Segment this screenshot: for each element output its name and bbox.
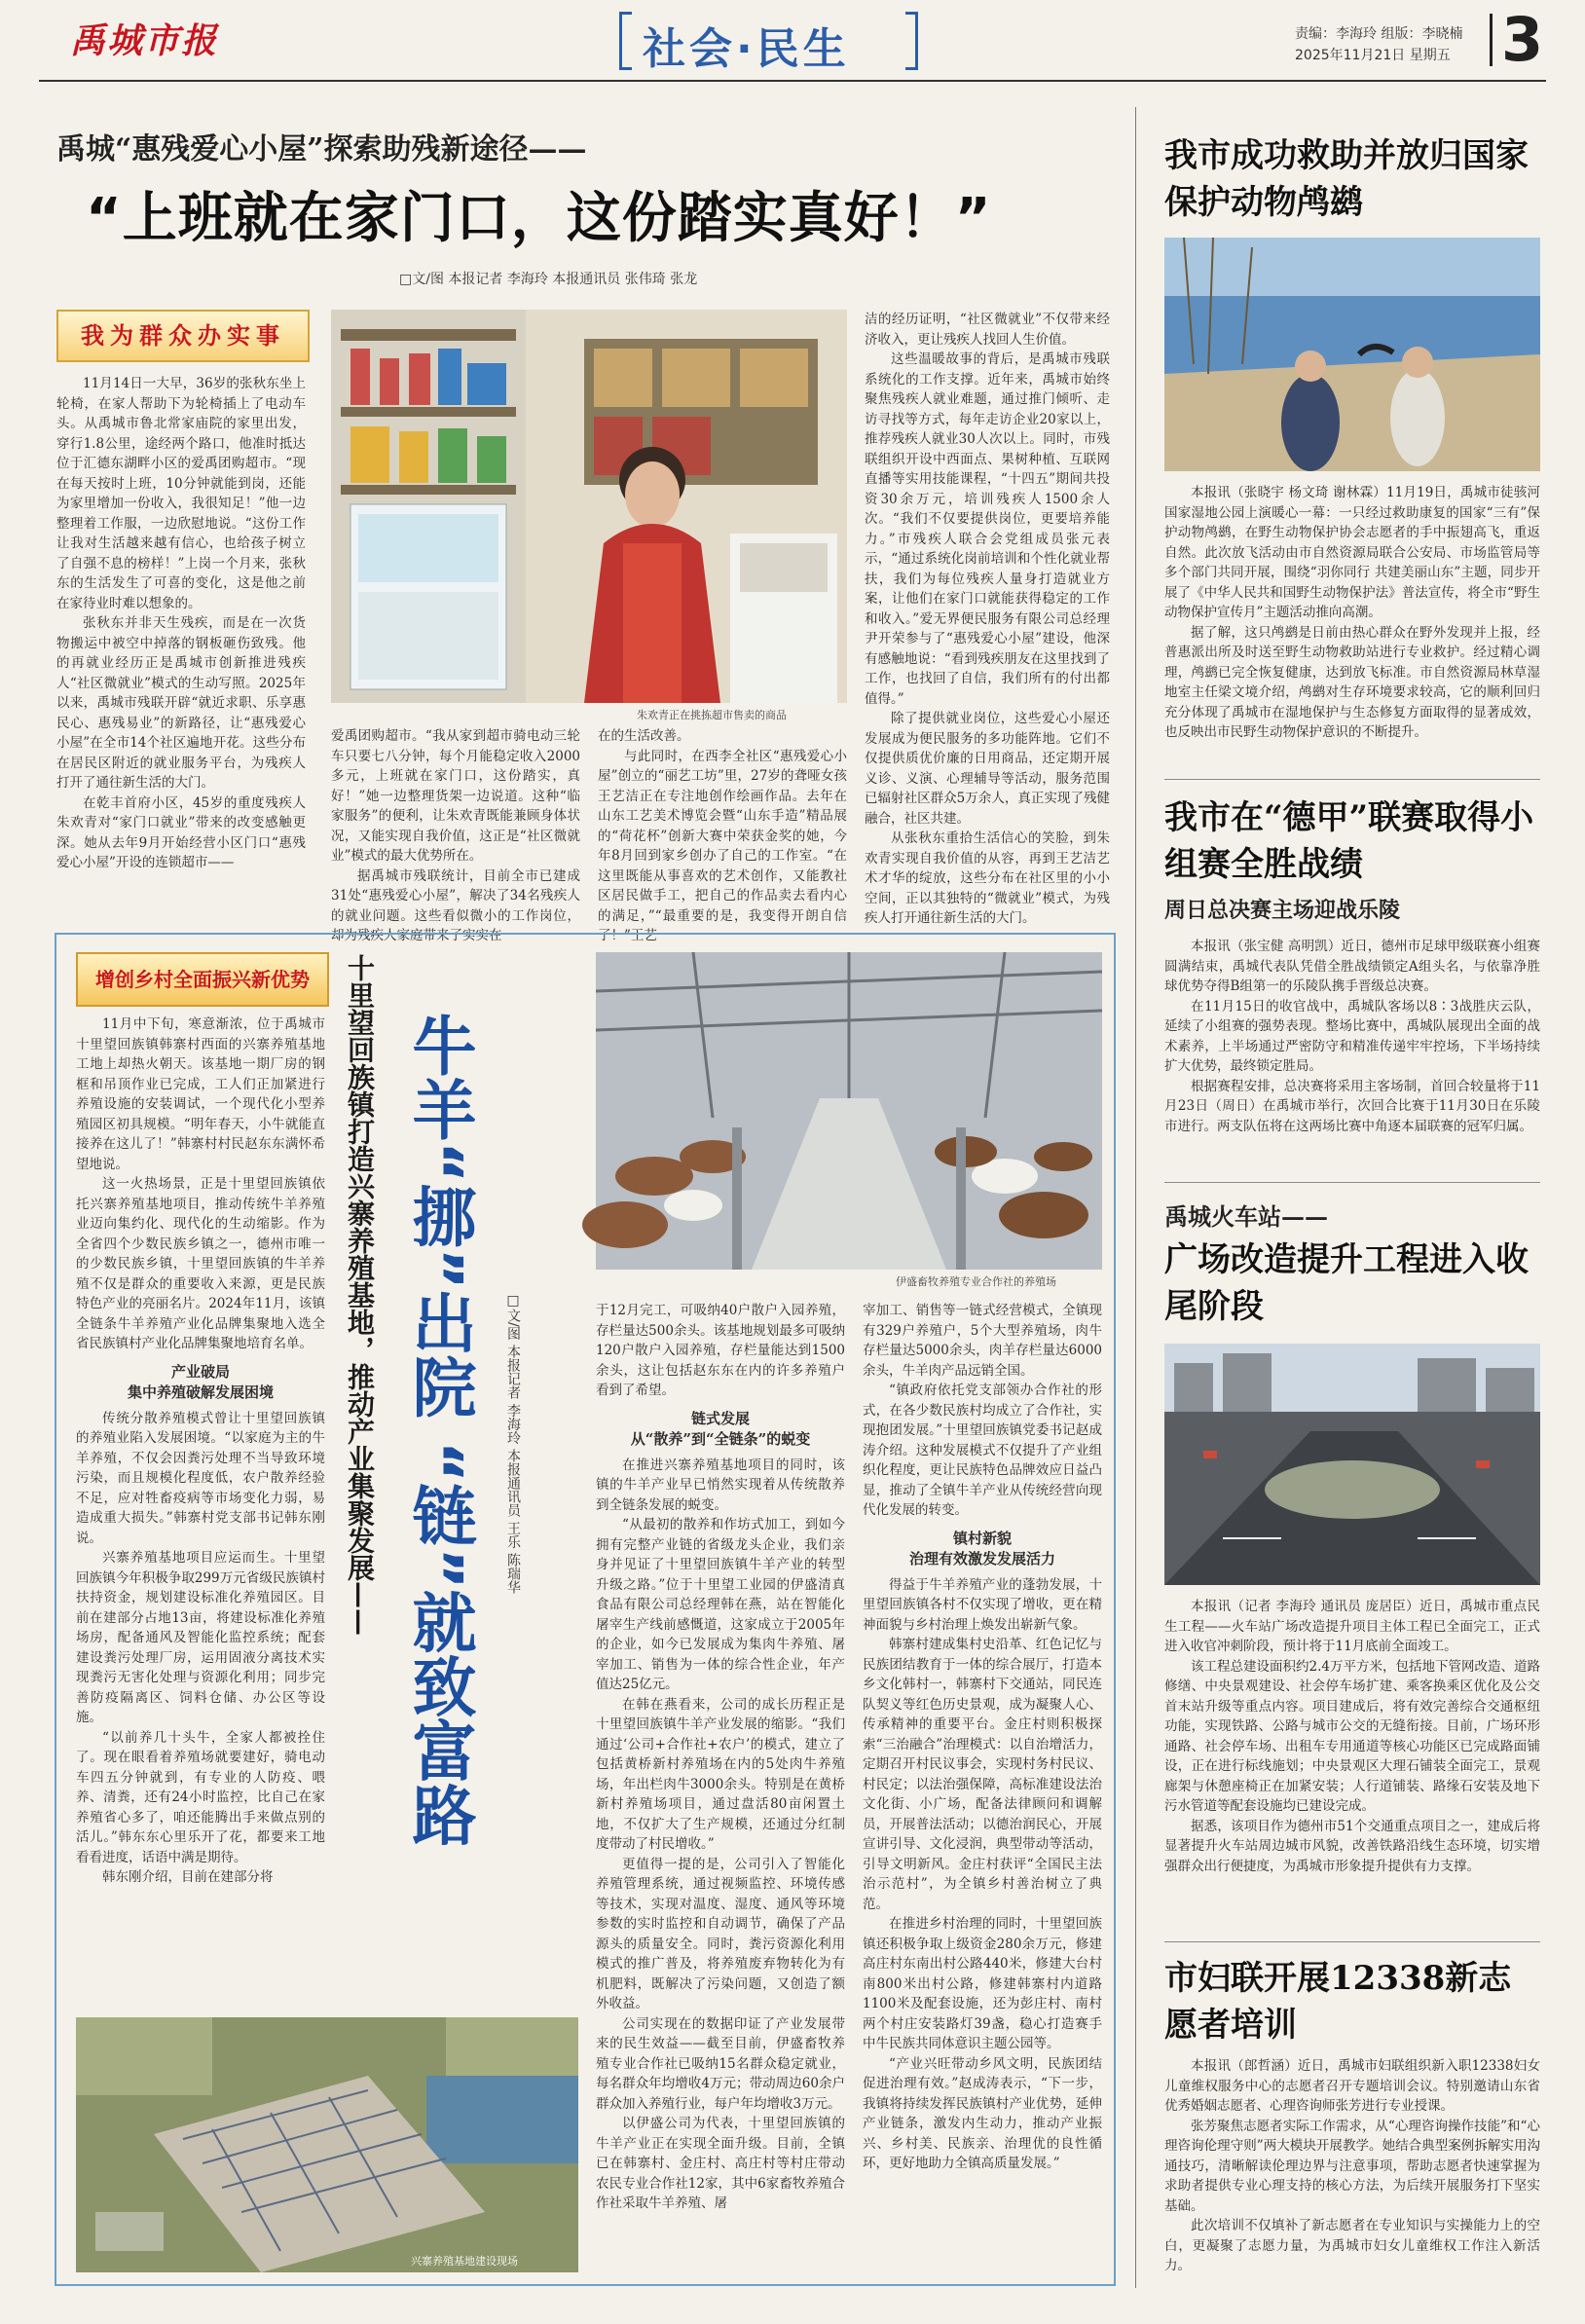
paragraph: 公司实现在的数据印证了产业发展带来的民生效益——截至目前，伊盛畜牧养殖专业合作社已吸纳15名群众稳定就业，每名群众年均增收4万元；带动周边60余户群众加入养殖行业，每户年均增收3万元。 (596, 2015, 845, 2112)
cattle-barn-illustration (596, 952, 1102, 1270)
a6-kicker-vertical: 十里望回族镇打造兴寨养殖基地，推动产业集聚发展—— (344, 954, 376, 1636)
a6-photo-construction-site (76, 2017, 578, 2272)
vertical-divider (1135, 107, 1136, 2288)
a6-column-2 (596, 1301, 845, 2280)
masthead (0, 0, 1585, 82)
paragraph: 据了解，这只鸬鹚是日前由热心群众在野外发现并上报，经普惠派出所及时送至野生动物救助站进行专业救护。经过精心调理，鸬鹚已完全恢复健康，达到放飞标准。市自然资源局林草湿地室主任梁文境介绍，鸬鹚对生存环境要求较高，它的顺利回归充分体现了禹城市在湿地保护与生态修复方面取得的显著成效，也反映出市民野生动物保护意识的不断提升。 (1164, 624, 1540, 740)
paragraph: 从张秋东重拾生活信心的笑脸，到朱欢青实现自我价值的从容，再到王艺洁艺术才华的绽放，这些分布在社区里的小小空间，正以其独特的“微就业”模式，为残疾人打开通往新生活的大门。 (865, 830, 1110, 926)
a6-subhead-2: 链式发展 从“散养”到“全链条”的蜕变 (630, 1409, 811, 1448)
paragraph: 于12月完工，可吸纳40户散户入园养殖，存栏量达500余头。该基地规划最多可吸纳120户散户入园养殖，存栏量能达到1500余头，这让包括赵东东在内的许多养殖户看到了希望。 (596, 1303, 845, 1398)
paragraph: 传统分散养殖模式曾让十里望回族镇的养殖业陷入发展困境。“以家庭为主的牛羊养殖，不仅会因粪污处理不当导致环境污染，而且规模化程度低，农户散养经验不足，应对牲畜疫病等市场变化力弱，易造成重大损失。”韩寨村党支部书记韩东刚说。 (76, 1410, 325, 1546)
a6-photo-cattle-farm (596, 952, 1102, 1270)
paragraph: 这一火热场景，正是十里望回族镇依托兴寨养殖基地项目，推动传统牛羊养殖业迈向集约化、现代化的生动缩影。作为全省四个少数民族乡镇之一，德州市唯一的少数民族乡镇，十里望回族镇的牛羊养殖不仅是群众的重要收入来源，更是民族特色产业的亮丽名片。2024年11月，该镇全链条牛羊养殖产业化品牌集聚地入选全省民族镇村产业化品牌集聚地培育名单。 (76, 1176, 325, 1351)
a6-badge-text: 增创乡村全面振兴新优势 (95, 968, 310, 991)
paragraph: 在推进兴寨养殖基地项目的同时，该镇的牛羊产业早已悄然实现着从传统散养到全链条发展的蜕变。 (596, 1457, 845, 1513)
paragraph: 在的生活改善。 (598, 728, 690, 744)
paragraph: 据悉，该项目作为德州市51个交通重点项目之一，建成后将显著提升火车站周边城市风貌，改善铁路沿线生态环境，切实增强群众出行便捷度，为禹城市形象提升提供有力支撑。 (1164, 1818, 1540, 1874)
a4-photo-station-square (1164, 1344, 1540, 1585)
paragraph: 与此同时，在西李全社区“惠残爱心小屋”创立的“丽艺工坊”里，27岁的聋哑女孩王艺洁正在专注地创作绘画作品。去年在山东工艺美术博览会暨“山东手造”精品展的“荷花杯”创新大赛中荣获金奖的她，今年8月回到家乡创办了自己的工作室。“在这里既能从事喜欢的艺术创作，又能教社区居民做手工，把自己的作品卖去看内心的满足，”“最重要的是，我变得开朗自信了！”王艺 (598, 748, 847, 943)
a2-divider (1164, 779, 1540, 780)
newspaper-logo: 禹城市报 (70, 20, 219, 61)
a2-headline: 我市成功救助并放归国家保护动物鸬鹚 (1164, 136, 1529, 222)
paragraph: 兴寨养殖基地项目应运而生。十里望回族镇今年积极争取299万元省级民族镇村扶持资金，规划建设标准化养殖园区。目前在建部分占地13亩，将建设标准化养殖场房，配备通风及智能化监控系统；配套建设粪污处理厂房，运用固液分离技术实现粪污无害化处理与资源化利用；同步完善防疫隔离区、饲料仓储、办公区等设施。 (76, 1550, 325, 1725)
paragraph: 本报讯（郎哲涵）近日，禹城市妇联组织新入职12338妇女儿童维权服务中心的志愿者召开专题培训会议。特别邀请山东省优秀婚姻志愿者、心理咨询师张芳进行专业授课。 (1164, 2058, 1540, 2114)
paragraph: “产业兴旺带动乡风文明，民族团结促进治理有效。”赵成涛表示，“下一步，我镇将持续发挥民族镇村产业优势，延伸产业链条，激发内生动力，推动产业振兴、乡村美、民族亲、治理优的良性循环，更好地助力全镇高质量发展。” (863, 2055, 1102, 2171)
paragraph: 根据赛程安排，总决赛将采用主客场制，首回合较量将于11月23日（周日）在禹城市举行，次回合比赛于11月30日在乐陵市进行。两支队伍将在这两场比赛中角逐本届联赛的冠军归属。 (1164, 1078, 1540, 1134)
a3-divider (1164, 1182, 1540, 1183)
construction-aerial-illustration (76, 2017, 578, 2272)
page-number: 3 (1501, 4, 1544, 75)
paragraph: 在韩在燕看来，公司的成长历程正是十里望回族镇牛羊产业发展的缩影。“我们通过‘公司+合作社+农户’的模式，建立了包括黄桥新村养殖场在内的5处肉牛养殖场，年出栏肉牛3000余头。特别是在黄桥新村养殖场项目，通过盘活80亩闲置土地，不仅扩大了生产规模，还通过分红制度带动了村民增收。” (596, 1696, 845, 1852)
a6-badge (76, 952, 329, 1007)
paragraph: 在推进乡村治理的同时，十里望回族镇还积极争取上级资金280余万元，修建高庄村东南出村公路440米，修建大台村南800米出村公路，修建韩寨村内道路1100米及配套设施，还为彭庄村、南村两个村庄安装路灯39盏，稳心打造赛手中牛民族共同体意识主题公园等。 (863, 1916, 1102, 2051)
a5-headline: 市妇联开展12338新志愿者培训 (1164, 1959, 1512, 2045)
paragraph: 这些温暖故事的背后，是禹城市残联系统化的工作支撑。近年来，禹城市始终聚焦残疾人就业难题，通过推门倾听、走访寻找等方式，每年走访企业20家以上，推荐残疾人就业30人次以上。同时，市残联组织开设中西面点、果树种植、互联网直播等实用技能课程，“十四五”期间共投资30余万元，培训残疾人1500余人次。“我们不仅要提供岗位，更要培养能力。”市残疾人联合会党组成员张元表示，“通过系统化岗前培训和个性化就业帮扶，我们为每位残疾人量身打造就业方案，让他们在家门口就能获得稳定的工作和收入。”爱无界便民服务有限公司总经理尹开荣参与了“惠残爱心小屋”建设，他深有感触地说：“看到残疾朋友在这里找到了工作，也找回了自信，我们所有的付出都值得。” (865, 351, 1110, 707)
a3-subhead: 周日总决赛主场迎战乐陵 (1164, 898, 1401, 923)
paragraph: 除了提供就业岗位，这些爱心小屋还发展成为便民服务的多功能阵地。它们不仅提供质优价廉的日用商品，还定期开展义诊、义演、心理辅导等活动，服务范围已辐射社区群众5万余人，真正实现了残健融合，社区共建。 (865, 711, 1110, 827)
masthead-rule (39, 80, 1546, 82)
a6-column-3 (863, 1301, 1102, 2280)
paragraph: 洁的经历证明，“社区微就业”不仅带来经济收入，更让残疾人找回人生价值。 (865, 312, 1110, 348)
a6-photo1-caption: 伊盛畜牧养殖专业合作社的养殖场 (896, 1275, 1056, 1288)
a1-headline: “上班就在家门口，这份踏实真好！” (86, 187, 992, 250)
a6-subhead-1: 产业破局 集中养殖破解发展困境 (127, 1362, 274, 1401)
paragraph: 11月14日一大早，36岁的张秋东坐上轮椅，在家人帮助下为轮椅插上了电动车头。从禹城市鲁北常家庙院的家里出发，穿行1.8公里，途经两个路口，他准时抵达位于汇德东湖畔小区的爱禹团购超市。“现在每天按时上班，10分钟就能到岗，还能为家里增加一份收入，我很知足！”他一边整理着工作服，一边欣慰地说。“这份工作让我对生活越来越有信心，也给孩子树立了自强不息的榜样！”上岗一个月来，张秋东的生活发生了可喜的变化，这是他之前在家待业时难以想象的。 (56, 376, 306, 611)
paragraph: 本报讯（记者 李海玲 通讯员 庞居臣）近日，禹城市重点民生工程——火车站广场改造提升项目主体工程已全面完工，正式进入收官冲刺阶段，预计将于11月底前全面竣工。 (1164, 1599, 1540, 1654)
a2-photo-cormorant-release (1164, 238, 1540, 471)
a4-body (1164, 1597, 1540, 1934)
a1-kicker: 禹城“惠残爱心小屋”探索助残新途径—— (56, 132, 587, 166)
section-title: 社会·民生 (643, 24, 850, 74)
editor-credit: 责编：李海玲 组版：李晓楠 (1295, 26, 1463, 42)
paragraph: 韩东刚介绍，目前在建部分将 (102, 1869, 274, 1885)
a4-kicker: 禹城火车站—— (1164, 1202, 1328, 1231)
supermarket-illustration (331, 310, 847, 703)
paragraph: 张芳聚焦志愿者实际工作需求，从“心理咨询操作技能”和“心理咨询伦理守则”两大模块开展教学。她结合典型案例拆解实用沟通技巧，清晰解读伦理边界与注意事项，帮助志愿者快速掌握为求助者提供专业心理支持的核心方法，为后续开展服务打下坚实基础。 (1164, 2118, 1540, 2214)
section-bracket-right (905, 12, 918, 70)
page-divider (1490, 14, 1493, 66)
paragraph: 韩寨村建成集村史沿革、红色记忆与民族团结教育于一体的综合展厅，打造本乡文化韩村一，韩寨村下交通站，同民连队契义等红色历史景观，成为凝聚人心、传承精神的重要平台。金庄村则积极探索“三治融合”治理模式：以自治增活力，定期召开村民议事会，实现村务村民议、村民定；以法治强保障，高标准建设法治文化街、小广场，配备法律顾问和调解员，开展普法活动；以德治润民心，开展宣讲引导、文化浸润，典型带动等活动，引导文明新风。金庄村获评“全国民主法治示范村”，为全镇乡村善治树立了典范。 (863, 1637, 1102, 1912)
paragraph: 11月中下旬，寒意渐浓，位于禹城市十里望回族镇韩寨村西面的兴寨养殖基地工地上却热火朝天。该基地一期厂房的钢框和吊顶作业已完成，工人们正加紧进行养殖设施的安装调试，一个现代化小型养殖园区初具规模。“明年春天，小牛就能直接养在这儿了！”韩寨村村民赵东东满怀希望地说。 (76, 1016, 325, 1172)
a1-column-2 (331, 726, 580, 943)
section-bracket-left (619, 12, 632, 70)
a1-photo-caption: 朱欢青正在挑拣超市售卖的商品 (637, 709, 787, 721)
paragraph: 得益于牛羊养殖产业的蓬勃发展，十里望回族镇各村不仅实现了增收，更在精神面貌与乡村治理上焕发出崭新气象。 (863, 1576, 1102, 1633)
paragraph: “镇政府依托党支部领办合作社的形式，在各少数民族村均成立了合作社，实现抱团发展。”十里望回族镇党委书记赵成涛介绍。这种发展模式不仅提升了产业组织化程度，更让民族特色品牌效应日益凸显，推动了全镇牛羊产业从传统经营向现代化发展的转变。 (863, 1383, 1102, 1518)
paragraph: 本报讯（张宝健 高明凯）近日，德州市足球甲级联赛小组赛圆满结束，禹城代表队凭借全胜战绩锁定A组头名，与依靠净胜球优势夺得B组第一的乐陵队携手晋级总决赛。 (1164, 939, 1540, 994)
paragraph: 此次培训不仅填补了新志愿者在专业知识与实操能力上的空白，更凝聚了志愿力量，为禹城市妇女儿童维权工作注入新活力。 (1164, 2218, 1540, 2273)
paragraph: “从最初的散养和作坊式加工，到如今拥有完整产业链的省级龙头企业，我们亲身并见证了十里望回族镇牛羊产业的转型升级之路。”位于十里望工业园的伊盛清真食品有限公司总经理韩在燕，站在智能化屠宰生产线前感慨道，这家成立于2005年的企业，如今已发展成为集肉牛养殖、屠宰加工、销售为一体的综合性企业，年产值达25亿元。 (596, 1517, 845, 1692)
paragraph: 本报讯（张晓宇 杨文琦 谢林霖）11月19日，禹城市徒骇河国家湿地公园上演暖心一幕：一只经过救助康复的国家“三有”保护动物鸬鹚，在野生动物保护协会志愿者的手中振翅高飞，重返自然。此次放飞活动由市自然资源局联合公安局、市场监管局等多个部门共同开展，围绕“羽你同行 共建美丽山东”主题，同步开展了《中华人民共和国野生动物保护法》普法宣传，将全市“野生动物保护宣传月”主题活动推向高潮。 (1164, 485, 1540, 620)
river-release-illustration (1164, 238, 1540, 471)
paragraph: 张秋东并非天生残疾，而是在一次货物搬运中被空中掉落的钢板砸伤致残。他的再就业经历正是禹城市创新推进残疾人“社区微就业”模式的生动写照。2025年以来，禹城市残联开辟“就近求职、乐享惠民心、惠残易业”的新路径，让“惠残爱心小屋”在全市14个社区遍地开花。这些分布在居民区附近的就业服务平台，为残疾人打开了通往新生活的大门。 (56, 615, 306, 791)
a1-badge-text: 我为群众办实事 (81, 322, 285, 350)
a1-column-4 (865, 310, 1110, 926)
paragraph: 在乾丰首府小区，45岁的重度残疾人朱欢青对“家门口就业”带来的改变感触更深。她从去年9月开始经营小区门口“惠残爱心小屋”开设的连锁超市—— (56, 794, 306, 870)
a5-body (1164, 2056, 1540, 2286)
a6-column-1 (76, 1014, 325, 2004)
a1-photo-supermarket (331, 310, 847, 703)
a1-column-1 (56, 374, 306, 870)
paragraph: 爱禹团购超市。“我从家到超市骑电动三轮车只要七八分钟，每个月能稳定收入2000多元，上班就在家门口，这份踏实，真好！”她一边整理货架一边说道。这种“临家服务”的便利，让朱欢青既能兼顾身体状况，又能实现自我价值，这正是“社区微就业”模式的最大优势所在。 (331, 728, 580, 864)
a4-divider (1164, 1941, 1540, 1942)
a1-badge (56, 310, 310, 362)
paragraph: 更值得一提的是，公司引入了智能化养殖管理系统，通过视频监控、环境传感等技术，实现对温度、湿度、通风等环境参数的实时监控和自动调节，确保了产品源头的质量安全。同时，粪污资源化利用模式的推广普及，将养殖废弃物转化为有机肥料，既解决了污染问题，又创造了额外收益。 (596, 1856, 845, 2011)
a2-body (1164, 483, 1540, 765)
paragraph: 该工程总建设面积约2.4万平方米，包括地下管网改造、道路修缮、中央景观建设、社会停车场扩建、乘客换乘区优化及公交首末站升级等重点内容。项目建成后，将有效完善综合交通枢纽功能，实现铁路、公路与城市公交的无缝衔接。目前，广场环形通路、社会停车场、出租车专用通道等核心功能区已完成路面铺设，正在进行标线施划；中央景观区大理石铺装全面完工，景观廊架与休憩座椅正在加紧安装；人行道铺装、路缘石安装及地下污水管道等配套设施均已建设完成。 (1164, 1658, 1540, 1814)
paragraph: 宰加工、销售等一链式经营模式，全镇现有329户养殖户，5个大型养殖场，肉牛存栏量达5000余头，肉羊存栏量达6000余头，牛羊肉产品远销全国。 (863, 1303, 1102, 1379)
issue-date: 2025年11月21日 星期五 (1295, 48, 1451, 63)
a6-byline-vertical: □文/图 本报记者 李海玲 本报通讯员 王乐 陈瑞华 (505, 1293, 521, 1594)
a3-headline: 我市在“德甲”联赛取得小组赛全胜战绩 (1164, 798, 1534, 884)
a6-subhead-3: 镇村新貌 治理有效激发发展活力 (908, 1529, 1055, 1568)
paragraph: 据禹城市残联统计，目前全市已建成31处“惠残爱心小屋”，解决了34名残疾人的就业问题。这些看似微小的工作岗位，却为残疾人家庭带来了实实在 (331, 867, 580, 943)
paragraph: 在11月15日的收官战中，禹城队客场以8∶3战胜庆云队，延续了小组赛的强势表现。整场比赛中，禹城队展现出全面的战术素养，上半场通过严密防守和精准传递牢牢控场，下半场持续扩大优势，最终锁定胜局。 (1164, 998, 1540, 1074)
a3-body (1164, 937, 1540, 1176)
a4-headline: 广场改造提升工程进入收尾阶段 (1164, 1240, 1529, 1326)
a6-headline-vertical: 牛羊“挪”出院 “链”就致富路 (401, 1013, 476, 1847)
a1-byline: □文/图 本报记者 李海玲 本报通讯员 张伟琦 张龙 (399, 272, 698, 287)
a6-photo2-caption: 兴寨养殖基地建设现场 (411, 2255, 518, 2268)
station-square-illustration (1164, 1344, 1540, 1585)
a1-column-3 (598, 726, 847, 943)
paragraph: “以前养几十头牛，全家人都被拴住了。现在眼看着养殖场就要建好，骑电动车四五分钟就到，有专业的人防疫、喂养、清粪，还有24小时监控，比自己在家养殖省心多了，咱还能腾出手来做点别的活儿。”韩东东心里乐开了花，都要来工地看看进度，话语中满是期待。 (76, 1729, 325, 1865)
paragraph: 以伊盛公司为代表，十里望回族镇的牛羊产业正在实现全面升级。目前，全镇已在韩寨村、金庄村、高庄村等村庄带动农民专业合作社12家，其中6家畜牧养殖合作社采取牛羊养殖、屠 (596, 2116, 845, 2211)
